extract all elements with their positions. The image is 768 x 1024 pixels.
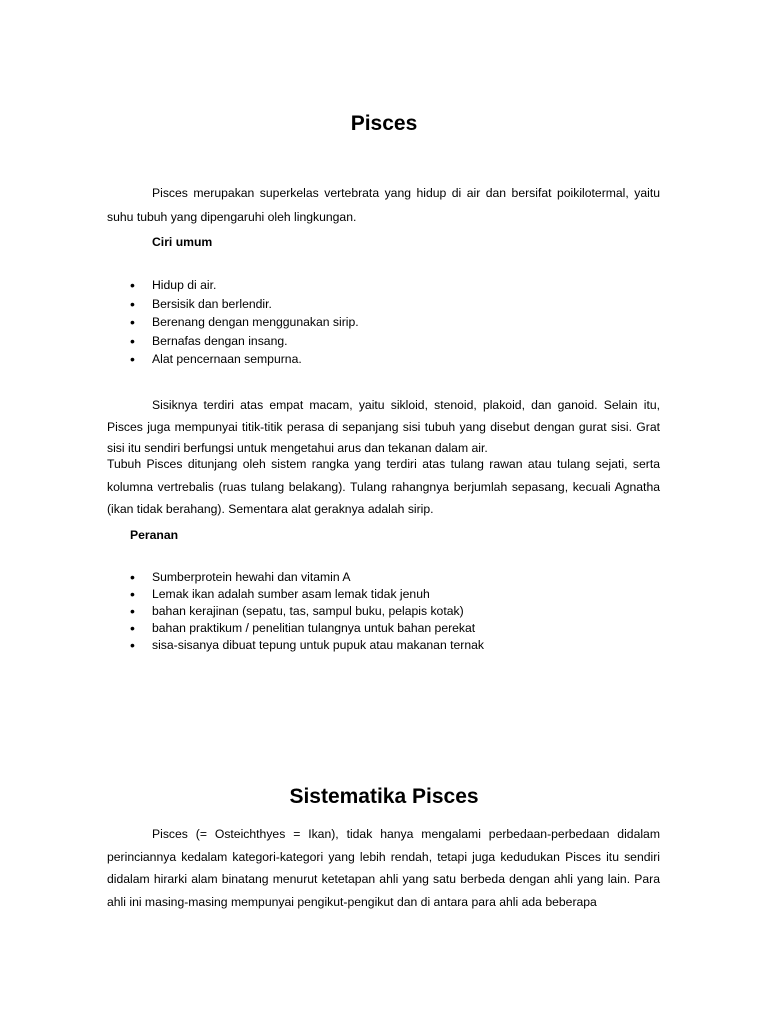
page-title: Pisces (350, 112, 418, 135)
list-item: • Bersisik dan berlendir. (130, 295, 359, 314)
peranan-list (130, 569, 484, 654)
list-item: • sisa-sisanya dibuat tepung untuk pupuk atau makanan ternak (130, 637, 484, 654)
list-item: • bahan kerajinan (sepatu, tas, sampul buku, pelapis kotak) (130, 603, 484, 620)
list-item: • Berenang dengan menggunakan sirip. (130, 313, 359, 332)
list-item: • Lemak ikan adalah sumber asam lemak tidak jenuh (130, 586, 484, 603)
list-item: • bahan praktikum / penelitian tulangnya untuk bahan perekat (130, 620, 484, 637)
ciri-umum-list (130, 276, 359, 369)
rangka-paragraph: Tubuh Pisces ditunjang oleh sistem rangka yang terdiri atas tulang rawan atau tulang sejati, serta kolumna vertrebalis (ruas tulang belakang). Tulang rahangnya berjumlah sepasang, kecuali Agnatha (ikan tidak berahang). Sementara alat geraknya adalah sirip. (107, 457, 660, 516)
section-title: Sistematika Pisces (289, 785, 479, 808)
list-item: • Bernafas dengan insang. (130, 332, 359, 351)
sisik-paragraph: Sisiknya terdiri atas empat macam, yaitu sikloid, stenoid, plakoid, dan ganoid. Selain itu, Pisces juga mempunyai titik-titik perasa di sepanjang sisi tubuh yang disebut dengan gurat sisi. Grat sisi itu sendiri berfungsi untuk mengetahui arus dan tekanan dalam air. (107, 398, 660, 455)
ciri-umum-heading: Ciri umum (152, 235, 213, 249)
intro-paragraph: Pisces merupakan superkelas vertebrata yang hidup di air dan bersifat poikilotermal, yaitu suhu tubuh yang dipengaruhi oleh lingkungan. (107, 186, 660, 224)
list-item: • Sumberprotein hewahi dan vitamin A (130, 569, 484, 586)
peranan-heading: Peranan (130, 528, 179, 542)
list-item: • Hidup di air. (130, 276, 359, 295)
sistematika-paragraph: Pisces (= Osteichthyes = Ikan), tidak hanya mengalami perbedaan-perbedaan didalam perinciannya kedalam kategori-kategori yang lebih rendah, tetapi juga kedudukan Pisces itu sendiri didalam hirarki alam binatang menurut ketetapan ahli yang satu berbeda dengan ahli yang lain. Para ahli ini masing-masing mempunyai pengikut-pengikut dan di antara para ahli ada beberapa (107, 827, 660, 909)
list-item: • Alat pencernaan sempurna. (130, 350, 359, 369)
